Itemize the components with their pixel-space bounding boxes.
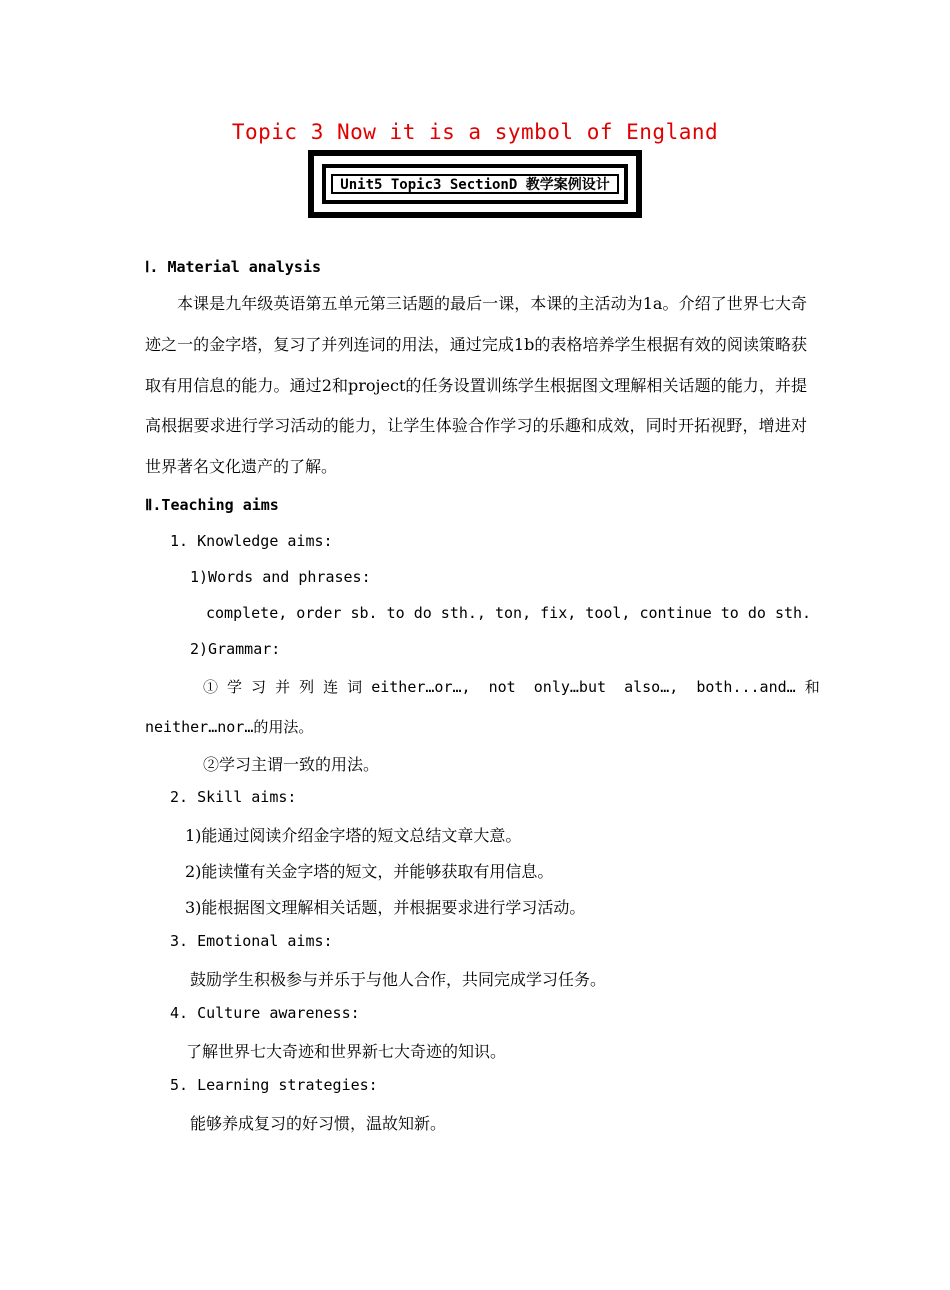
subtitle: Unit5 Topic3 SectionD 教学案例设计 bbox=[331, 174, 619, 194]
document-title: Topic 3 Now it is a symbol of England bbox=[231, 120, 719, 144]
grammar-item-2: ②学习主谓一致的用法。 bbox=[203, 755, 380, 774]
skill-aim-1: 1)能通过阅读介绍金字塔的短文总结文章大意。 bbox=[185, 826, 522, 845]
section-heading-teaching-aims: Ⅱ.Teaching aims bbox=[145, 496, 279, 514]
knowledge-aims-label: 1. Knowledge aims: bbox=[170, 532, 333, 550]
skill-aim-2: 2)能读懂有关金字塔的短文，并能够获取有用信息。 bbox=[185, 862, 554, 881]
words-and-phrases-list: complete, order sb. to do sth., ton, fix, tool, continue to do sth. bbox=[206, 604, 812, 622]
material-analysis-paragraph bbox=[145, 284, 807, 488]
learning-strategies-label: 5. Learning strategies: bbox=[170, 1076, 378, 1094]
emotional-aims-label: 3. Emotional aims: bbox=[170, 932, 333, 950]
words-and-phrases-label: 1)Words and phrases: bbox=[190, 568, 371, 586]
skill-aims-label: 2. Skill aims: bbox=[170, 788, 297, 806]
emotional-aims-text: 鼓励学生积极参与并乐于与他人合作，共同完成学习任务。 bbox=[190, 970, 607, 989]
grammar-item-1-continued: neither…nor…的用法。 bbox=[145, 718, 314, 736]
culture-awareness-label: 4. Culture awareness: bbox=[170, 1004, 360, 1022]
culture-awareness-text: 了解世界七大奇迹和世界新七大奇迹的知识。 bbox=[186, 1042, 507, 1061]
section-heading-material-analysis: Ⅰ. Material analysis bbox=[145, 258, 322, 276]
learning-strategies-text: 能够养成复习的好习惯，温故知新。 bbox=[190, 1114, 447, 1133]
grammar-label: 2)Grammar: bbox=[190, 640, 281, 658]
material-analysis-text: 本课是九年级英语第五单元第三话题的最后一课，本课的主活动为1a。介绍了世界七大奇迹之一的金字塔，复习了并列连词的用法，通过完成1b的表格培养学生根据有效的阅读策略获取有用信息的能力。通过2和project的任务设置训练学生根据图文理解相关话题的能力，并提高根据要求进行学习活动的能力，让学生体验合作学习的乐趣和成效，同时开拓视野，增进对世界著名文化遗产的了解。 bbox=[145, 294, 807, 477]
grammar-item-1: ① 学 习 并 列 连 词 either…or…, not only…but also…, both...and… 和 bbox=[203, 678, 820, 696]
skill-aim-3: 3)能根据图文理解相关话题，并根据要求进行学习活动。 bbox=[185, 898, 586, 917]
subtitle-frame bbox=[308, 150, 642, 218]
